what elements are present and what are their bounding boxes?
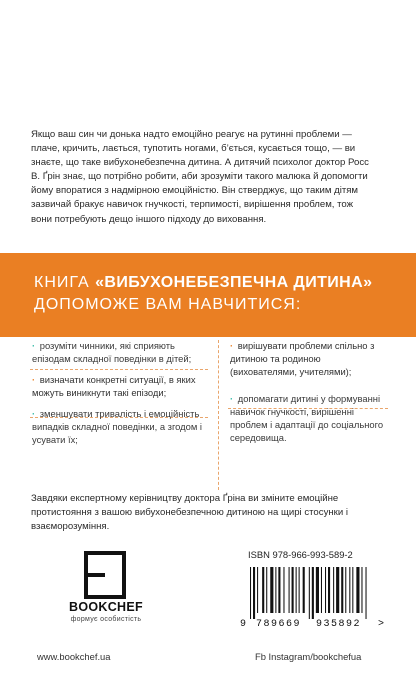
bullet-dot: · <box>230 393 234 404</box>
barcode-bar <box>270 567 273 613</box>
bullet-dot: · <box>32 340 36 351</box>
list-item: · визначати конкретні ситуації, в яких можуть виникнути такі епізоди; <box>32 374 196 398</box>
barcode-bar <box>289 567 290 613</box>
column-divider <box>218 340 219 490</box>
barcode-bar <box>349 567 350 613</box>
barcode-bar <box>296 567 297 613</box>
barcode-bar <box>333 567 334 613</box>
barcode-bar <box>345 567 346 613</box>
barcode-bar <box>250 567 251 619</box>
barcode-bar <box>325 567 326 613</box>
skills-list-right <box>230 339 388 448</box>
banner-post: ДОПОМОЖЕ ВАМ НАВЧИТИСЯ: <box>34 296 302 313</box>
barcode-icon <box>238 565 390 629</box>
barcode-arrow: > <box>378 619 385 629</box>
barcode-bar <box>299 567 300 613</box>
barcode-bar <box>316 567 319 613</box>
banner-book-title: «ВИБУХОНЕБЕЗПЕЧНА ДИТИНА» <box>95 274 373 291</box>
outro-paragraph: Завдяки експертному керівництву доктора Ґріна ви зміните емоційне протистояння з вашою вибухонебезпечною дитиною на щирі стосунки і взаєморозуміння. <box>31 493 349 533</box>
barcode-bar <box>352 567 353 613</box>
barcode-bar <box>361 567 362 613</box>
barcode-bar <box>257 567 258 613</box>
barcode-bar <box>303 567 305 613</box>
bullet-dot: · <box>32 374 36 385</box>
barcode-bar <box>278 567 280 613</box>
barcode-bar <box>262 567 264 613</box>
list-item: · зменшувати тривалість і емоційність випадків складної поведінки, а згодом і усувати їх; <box>32 408 203 445</box>
banner-pre: КНИГА <box>34 274 96 291</box>
barcode-bar <box>292 567 294 613</box>
barcode-bar <box>253 567 255 619</box>
barcode-bar <box>341 567 343 613</box>
barcode-bar <box>266 567 267 613</box>
list-item: · допомагати дитині у формуванні навичок гнучкості, вирішенні проблем і адаптації до соціального середовища. <box>230 393 384 443</box>
barcode-bar <box>328 567 330 613</box>
brand-name: BOOKCHEF <box>69 600 143 614</box>
banner-heading <box>34 272 394 316</box>
barcode-bar <box>283 567 284 613</box>
list-item: · розуміти чинники, які сприяють епізодам складної поведінки в дітей; <box>32 340 192 364</box>
social-links[interactable]: Fb Instagram/bookchefua <box>255 651 362 662</box>
bullet-dot: · <box>32 408 36 419</box>
barcode-bar <box>275 567 276 613</box>
barcode-bar <box>366 567 367 619</box>
barcode-first-digit: 9 <box>240 619 247 629</box>
barcode-bar <box>312 567 314 619</box>
barcode-bar <box>321 567 322 613</box>
barcode-bar <box>356 567 359 613</box>
barcode-left-digits: 789669 <box>256 619 302 629</box>
barcode-right-digits: 935892 <box>316 619 362 629</box>
list-item: · вирішувати проблеми спільно з дитиною та родиною (вихователями, учителями); <box>230 340 375 377</box>
intro-paragraph: Якщо ваш син чи донька надто емоційно реагує на рутинні проблеми — плаче, кричить, лається, тупотить ногами, б’ється, кусається тощо, — ви знаєте, що таке вибухонебезпечна дитина. А дитячий психолог доктор Росс В. Ґрін знає, що потрібно робити, аби зрозуміти такого малюка й допомогти йому впоратися з надмірною емоційністю. Він стверджує, що таким дітям зазвичай бракує навичок гнучкості, терпимості, вирішення проблем, тож вони потребують дещо іншого підходу до виховання. <box>31 129 369 225</box>
barcode-bar <box>336 567 339 613</box>
website-link[interactable]: www.bookchef.ua <box>37 651 111 662</box>
brand-slogan: формує особистість <box>70 616 142 623</box>
bookchef-logo-icon <box>83 550 127 600</box>
barcode-bar <box>309 567 310 619</box>
skills-list-left <box>32 339 212 450</box>
isbn-label: ISBN 978-966-993-589-2 <box>248 549 353 560</box>
bullet-dot: · <box>230 340 234 351</box>
